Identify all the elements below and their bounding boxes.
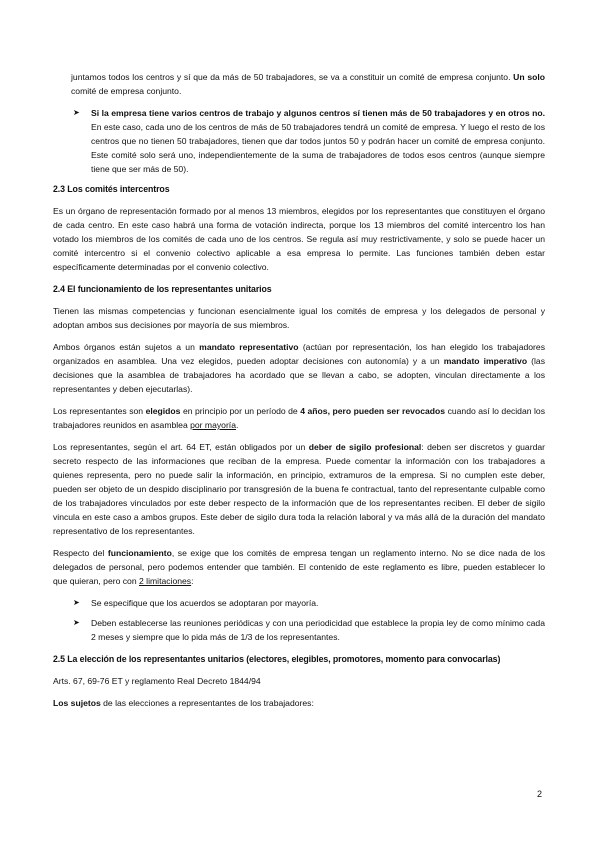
paragraph: Los sujetos de las elecciones a representantes de los trabajadores: — [53, 698, 314, 708]
bullet-item: ➤ Deben establecerse las reuniones periódicas y con una periodicidad que establece la propia ley de como mínimo cada 2 meses y siempre que lo pida más de 1/3 de los representantes. — [73, 618, 545, 642]
paragraph: Los representantes son elegidos en principio por un período de 4 años, pero pueden ser revocados cuando así lo decidan los trabajadores reunidos en asamblea por mayoría. — [53, 406, 546, 430]
section-heading-2-3: 2.3 Los comités intercentros — [53, 184, 170, 194]
paragraph: Tienen las mismas competencias y funcionan esencialmente igual los comités de empresa y los delegados de personal y adoptan ambos sus decisiones por mayoría de sus miembros. — [53, 306, 545, 330]
bullet-item: ➤ Si la empresa tiene varios centros de trabajo y algunos centros sí tienen más de 50 trabajadores y en otros no. En este caso, cada uno de los centros de más de 50 trabajadores tendrá un comité de empresa. Y luego el resto de los centros que no tienen 50 trabajadores, tienen que dar todos juntos 50 y podrán hacer un comité de empresa conjunto. Este comité solo será uno, independientemente de la suma de trabajadores de todos esos centros (aunque siempre tiene que ser más de 50). — [73, 108, 545, 174]
section-heading-2-4: 2.4 El funcionamiento de los representantes unitarios — [53, 284, 272, 294]
arrow-bullet-icon: ➤ — [73, 618, 80, 627]
page-number: 2 — [537, 789, 543, 799]
section-heading-2-5: 2.5 La elección de los representantes unitarios (electores, elegibles, promotores, momento para convocarlas) — [53, 654, 501, 664]
bullet-item: ➤ Se especifique que los acuerdos se adoptaran por mayoría. — [73, 598, 319, 608]
bullet-continuation: juntamos todos los centros y sí que da más de 50 trabajadores, se va a constituir un comité de empresa conjunto. Un solo comité de empresa conjunto. — [71, 72, 545, 96]
paragraph: Respecto del funcionamiento, se exige que los comités de empresa tengan un reglamento interno. No se dice nada de los delegados de personal, pero podemos entender que también. El contenido de este reglamento es libre, pueden establecer lo que quieran, pero con 2 limitaciones: — [53, 548, 546, 586]
page-content — [53, 70, 545, 718]
paragraph: Los representantes, según el art. 64 ET, están obligados por un deber de sigilo profesional: deben ser discretos y guardar secreto respecto de las informaciones que reciban de la empresa. Puede comentar la información con los trabajadores a quienes representa, pero no puede salir la información, en principio, extramuros de la empresa. Si no cumplen este deber, pueden ser objeto de un despido disciplinario por transgresión de la buena fe contractual, tanto del representante culpable como de los trabajadores vinculados por este deber respecto de la información que de los representantes reciben. El deber de sigilo vincula en este caso a ambos grupos. Este deber de sigilo dura toda la relación laboral y va más allá de la duración del mandato representativo de los representantes. — [53, 442, 545, 536]
paragraph: Ambos órganos están sujetos a un mandato representativo (actúan por representación, los han elegido los trabajadores organizados en asamblea. Una vez elegidos, pueden adoptar decisiones con autonomía) y a un mandato imperativo (las decisiones que la asamblea de trabajadores ha acordado que se llevan a cabo, se adopten, vinculan directamente a los representantes y deben ejecutarlas). — [53, 342, 545, 394]
arrow-bullet-icon: ➤ — [73, 108, 80, 117]
paragraph: Arts. 67, 69-76 ET y reglamento Real Decreto 1844/94 — [53, 676, 261, 686]
paragraph: Es un órgano de representación formado por al menos 13 miembros, elegidos por los representantes que constituyen el órgano de cada centro. En este caso habrá una forma de votación indirecta, porque los 13 miembros del comité intercentro los han votado los miembros de los comités de cada uno de los centros. Se regula así muy restrictivamente, y solo se puede hacer un comité intercentro si el convenio colectivo aplicable a esa empresa lo permite. Las funciones también deben estar específicamente determinadas por el convenio colectivo. — [53, 206, 545, 272]
arrow-bullet-icon: ➤ — [73, 598, 80, 607]
